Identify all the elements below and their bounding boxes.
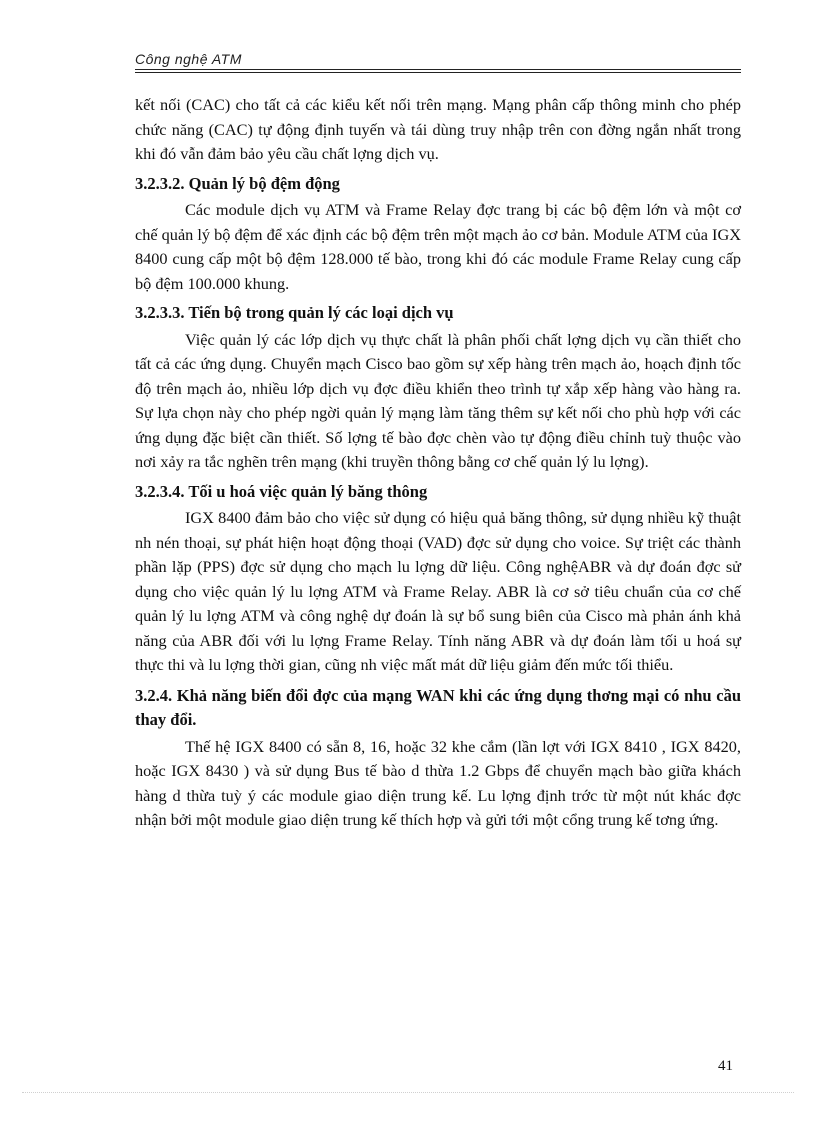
footer-divider <box>22 1092 794 1093</box>
section-heading-buffer: 3.2.3.2. Quản lý bộ đệm động <box>135 173 340 193</box>
section-body-service-classes: Việc quản lý các lớp dịch vụ thực chất là phân phối chất lợng dịch vụ cần thiết cho tất cả các ứng dụng. Chuyển mạch Cisco bao gồm sự xếp hàng trên mạch ảo, hoạch định tốc độ trên mạch ảo, nhiều lớp dịch vụ đợc điều khiển theo trình tự xắp xếp hàng vào hàng ra. Sự lựa chọn này cho phép ngời quản lý mạng làm tăng thêm sự kết nối cho phù hợp với các ứng dụng đặc biệt cần thiết. Số lợng tế bào đợc chèn vào tự động điều chỉnh tuỳ thuộc vào nơi xảy ra tắc nghẽn trên mạng (khi truyền thông bằng cơ chế quản lý lu lợng). <box>135 329 741 471</box>
header-rule-double <box>135 72 741 73</box>
intro-paragraph: kết nối (CAC) cho tất cả các kiểu kết nối trên mạng. Mạng phân cấp thông minh cho phép chức năng (CAC) tự động định tuyến và tái dùng truy nhập trên con đờng ngắn nhất trong khi đó vẫn đảm bảo yêu cầu chất lợng dịch vụ. <box>135 95 741 163</box>
header-rule <box>135 69 741 70</box>
page-header <box>135 49 741 75</box>
section-heading-bandwidth: 3.2.3.4. Tối u hoá việc quản lý băng thông <box>135 481 428 501</box>
section-heading-wan-scalability: 3.2.4. Khả năng biến đổi đợc của mạng WAN khi các ứng dụng thơng mại có nhu cầu thay đổi. <box>135 685 741 729</box>
page-number: 41 <box>718 1058 733 1074</box>
section-body-wan-scalability: Thế hệ IGX 8400 có sẵn 8, 16, hoặc 32 khe cắm (lần lợt với IGX 8410 , IGX 8420, hoặc IGX 8430 ) và sử dụng Bus tế bào d thừa 1.2 Gbps để chuyển mạch bào giữa khách hàng d thừa tuỳ ý các module giao diện trung kế. Lu lợng định trớc từ một nút khác đợc nhận bởi một module giao diện trung kế thích hợp và gửi tới một cổng trung kế tơng ứng. <box>135 736 741 829</box>
document-body <box>135 93 741 833</box>
section-heading-service-classes: 3.2.3.3. Tiến bộ trong quản lý các loại dịch vụ <box>135 303 454 322</box>
header-title: Công nghệ ATM <box>135 51 242 67</box>
section-body-buffer: Các module dịch vụ ATM và Frame Relay đợc trang bị các bộ đệm lớn và một cơ chế quản lý bộ đệm để xác định các bộ đệm trên một mạch ảo cơ bản. Module ATM của IGX 8400 cung cấp một bộ đệm 128.000 tế bào, trong khi đó các module Frame Relay cung cấp bộ đệm 100.000 khung. <box>135 200 741 293</box>
section-body-bandwidth: IGX 8400 đảm bảo cho việc sử dụng có hiệu quả băng thông, sử dụng nhiều kỹ thuật nh nén thoại, sự phát hiện hoạt động thoại (VAD) đợc sử dụng cho voice. Sự triệt các thành phần lặp (PPS) đợc sử dụng cho mạch lu lợng dữ liệu. Công nghệABR và dự đoán đợc sử dụng cho việc quản lý lu lợng ATM và Frame Relay. ABR là cơ sở tiêu chuẩn của cơ chế quản lý lu lợng ATM và công nghệ dự đoán là sự bổ sung biên của Cisco mà phản ánh khả năng của ABR đối với lu lợng Frame Relay. Tính năng ABR và dự đoán làm tối u hoá sự thực thi và lu lợng thời gian, cũng nh việc mất mát dữ liệu giảm đến mức tối thiểu. <box>135 508 741 674</box>
